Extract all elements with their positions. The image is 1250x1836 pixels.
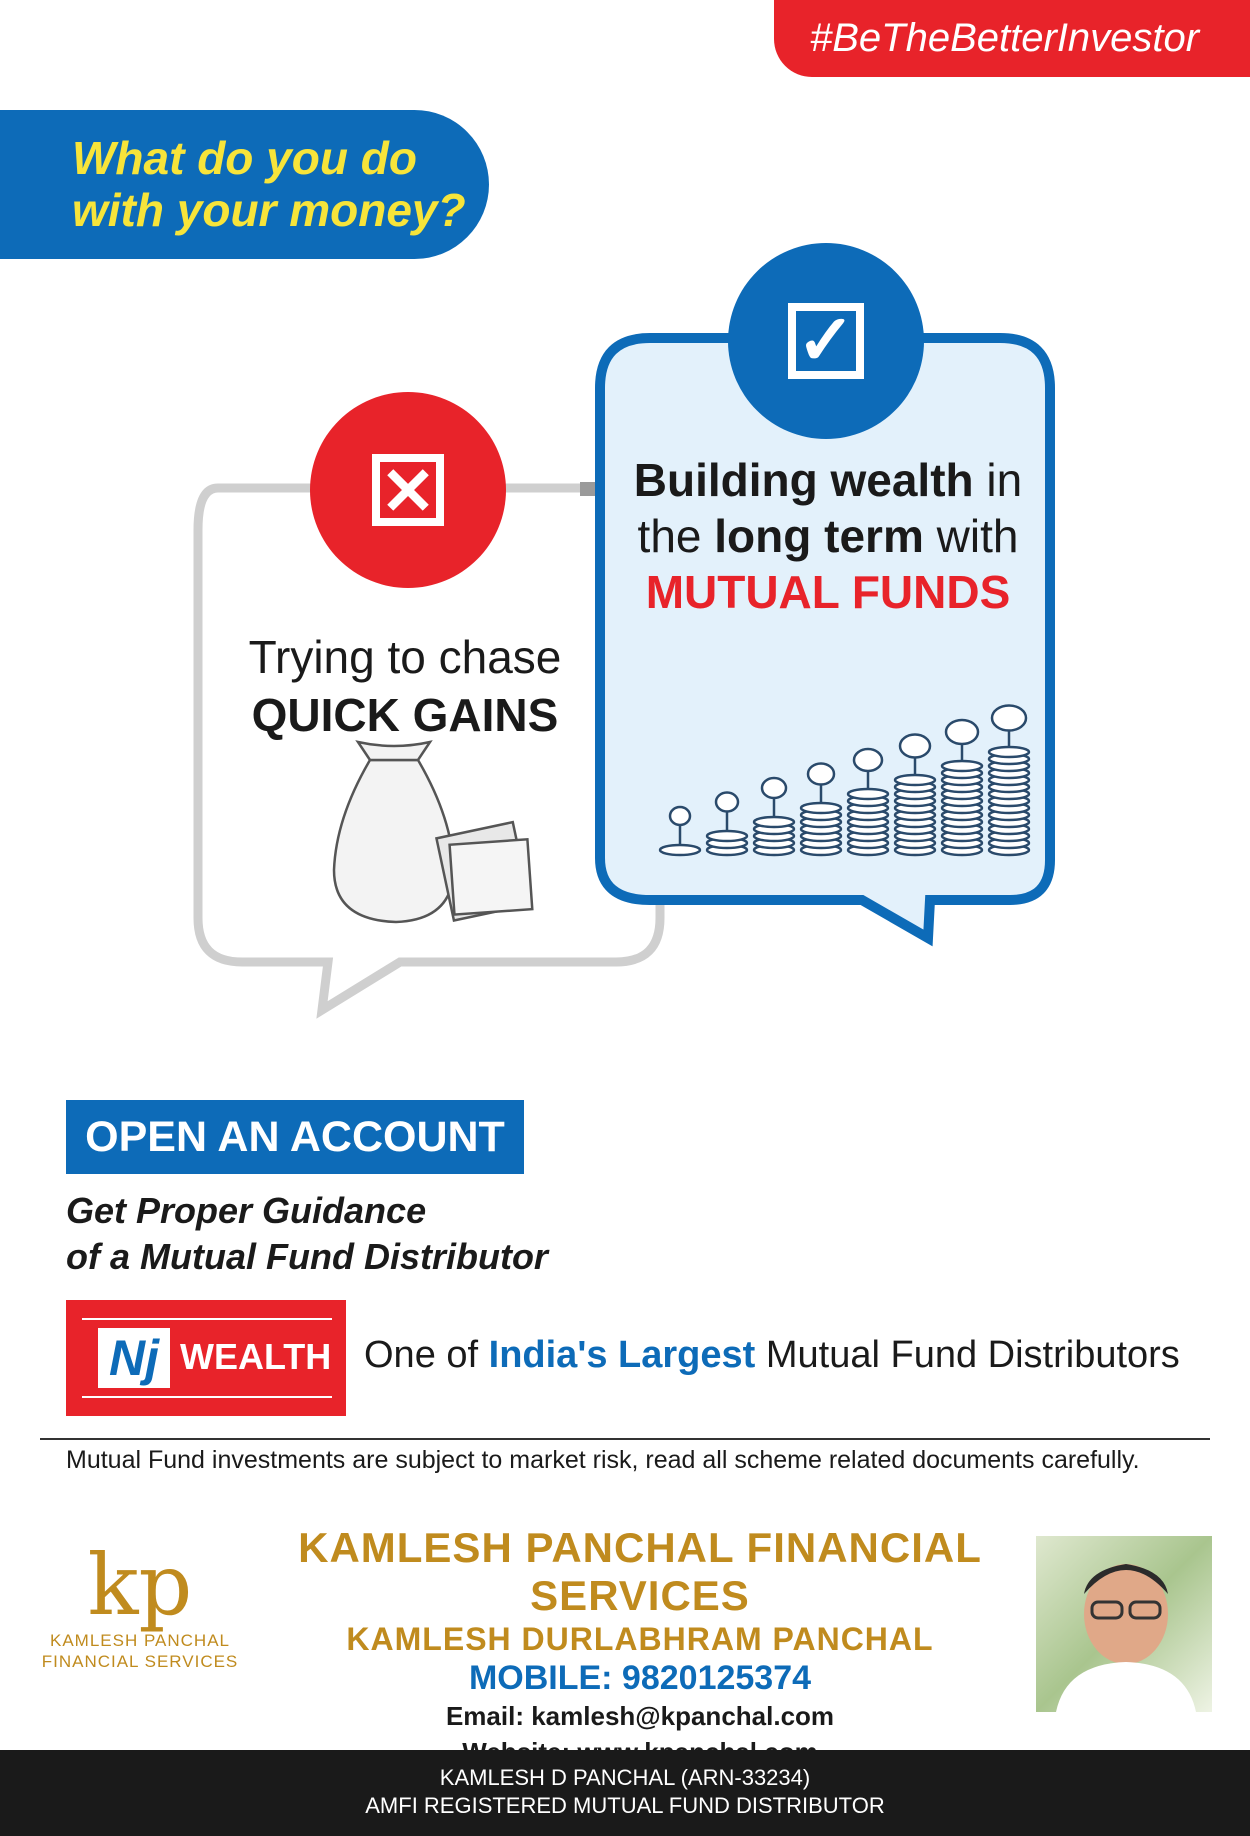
check-icon: ✓ bbox=[788, 303, 864, 379]
coin bbox=[754, 817, 794, 827]
contact-block bbox=[250, 1524, 1030, 1770]
guidance-text bbox=[66, 1188, 548, 1280]
kp-logo-name bbox=[40, 1630, 240, 1672]
cross-icon: ✕ bbox=[372, 454, 444, 526]
open-account-button[interactable]: OPEN AN ACCOUNT bbox=[66, 1100, 524, 1174]
footer-line-1: KAMLESH D PANCHAL (ARN-33234) bbox=[439, 1765, 811, 1790]
nj-tagline-bold: India's Largest bbox=[488, 1334, 756, 1376]
cross-badge bbox=[310, 392, 506, 588]
guidance-line-1: Get Proper Guidance bbox=[66, 1190, 427, 1231]
nj-tagline-pre: One of bbox=[364, 1334, 489, 1376]
coin bbox=[707, 831, 747, 841]
quick-gains-text bbox=[230, 628, 580, 744]
plant-leaf bbox=[670, 807, 690, 825]
wealth-bold-2: long term bbox=[714, 510, 924, 562]
nj-logo-divider-bottom bbox=[82, 1396, 332, 1398]
wealth-word-in: in bbox=[973, 454, 1023, 506]
coin bbox=[801, 803, 841, 813]
wealth-building-text bbox=[612, 452, 1044, 620]
person-name: KAMLESH DURLABHRAM PANCHAL bbox=[346, 1621, 934, 1657]
chase-line-2: QUICK GAINS bbox=[251, 689, 559, 741]
mutual-funds-text: MUTUAL FUNDS bbox=[645, 566, 1011, 618]
footer-line-2: AMFI REGISTERED MUTUAL FUND DISTRIBUTOR bbox=[365, 1793, 885, 1818]
coin bbox=[942, 761, 982, 771]
kp-logo-line-2: FINANCIAL SERVICES bbox=[41, 1652, 239, 1671]
nj-logo-word: WEALTH bbox=[180, 1336, 332, 1377]
footer bbox=[0, 1750, 1250, 1836]
kp-logo-line-1: KAMLESH PANCHAL bbox=[49, 1631, 230, 1650]
plant-leaf bbox=[900, 735, 930, 758]
coin bbox=[895, 775, 935, 785]
email-link[interactable]: Email: kamlesh@kpanchal.com bbox=[445, 1701, 835, 1731]
firm-name: KAMLESH PANCHAL FINANCIAL SERVICES bbox=[298, 1524, 982, 1619]
question-line-1: What do you do bbox=[72, 132, 417, 184]
hashtag-banner bbox=[774, 0, 1250, 77]
plant-leaf bbox=[808, 764, 834, 785]
plant-leaf bbox=[992, 706, 1026, 731]
guidance-line-2: of a Mutual Fund Distributor bbox=[66, 1236, 548, 1277]
nj-logo-divider-top bbox=[82, 1318, 332, 1320]
plant-leaf bbox=[762, 778, 786, 798]
speech-bubbles bbox=[0, 230, 1250, 1030]
divider bbox=[40, 1438, 1210, 1440]
coin bbox=[660, 845, 700, 855]
kp-logo bbox=[40, 1536, 240, 1672]
disclaimer-text: Mutual Fund investments are subject to market risk, read all scheme related documents carefully. bbox=[66, 1446, 1140, 1474]
hashtag-text: #BeTheBetterInvestor bbox=[810, 16, 1200, 60]
kp-logo-mark: kp bbox=[87, 1536, 193, 1634]
question-line-2: with your money? bbox=[72, 184, 466, 236]
plant-leaf bbox=[716, 793, 738, 812]
wealth-bold-1: Building wealth bbox=[633, 454, 974, 506]
coin bbox=[989, 747, 1029, 757]
nj-tagline bbox=[364, 1334, 1180, 1377]
plant-leaf bbox=[946, 720, 978, 744]
nj-logo-mark: Nj bbox=[98, 1328, 170, 1388]
coin bbox=[848, 789, 888, 799]
check-badge bbox=[728, 243, 924, 439]
mobile-number[interactable]: MOBILE: 9820125374 bbox=[468, 1659, 812, 1697]
person-photo bbox=[1036, 1536, 1212, 1712]
chase-line-1: Trying to chase bbox=[248, 631, 562, 683]
wealth-word-the: the bbox=[637, 510, 715, 562]
plant-leaf bbox=[854, 749, 882, 771]
wealth-word-with: with bbox=[923, 510, 1019, 562]
nj-tagline-post: Mutual Fund Distributors bbox=[755, 1334, 1180, 1376]
person-silhouette bbox=[1036, 1536, 1212, 1712]
